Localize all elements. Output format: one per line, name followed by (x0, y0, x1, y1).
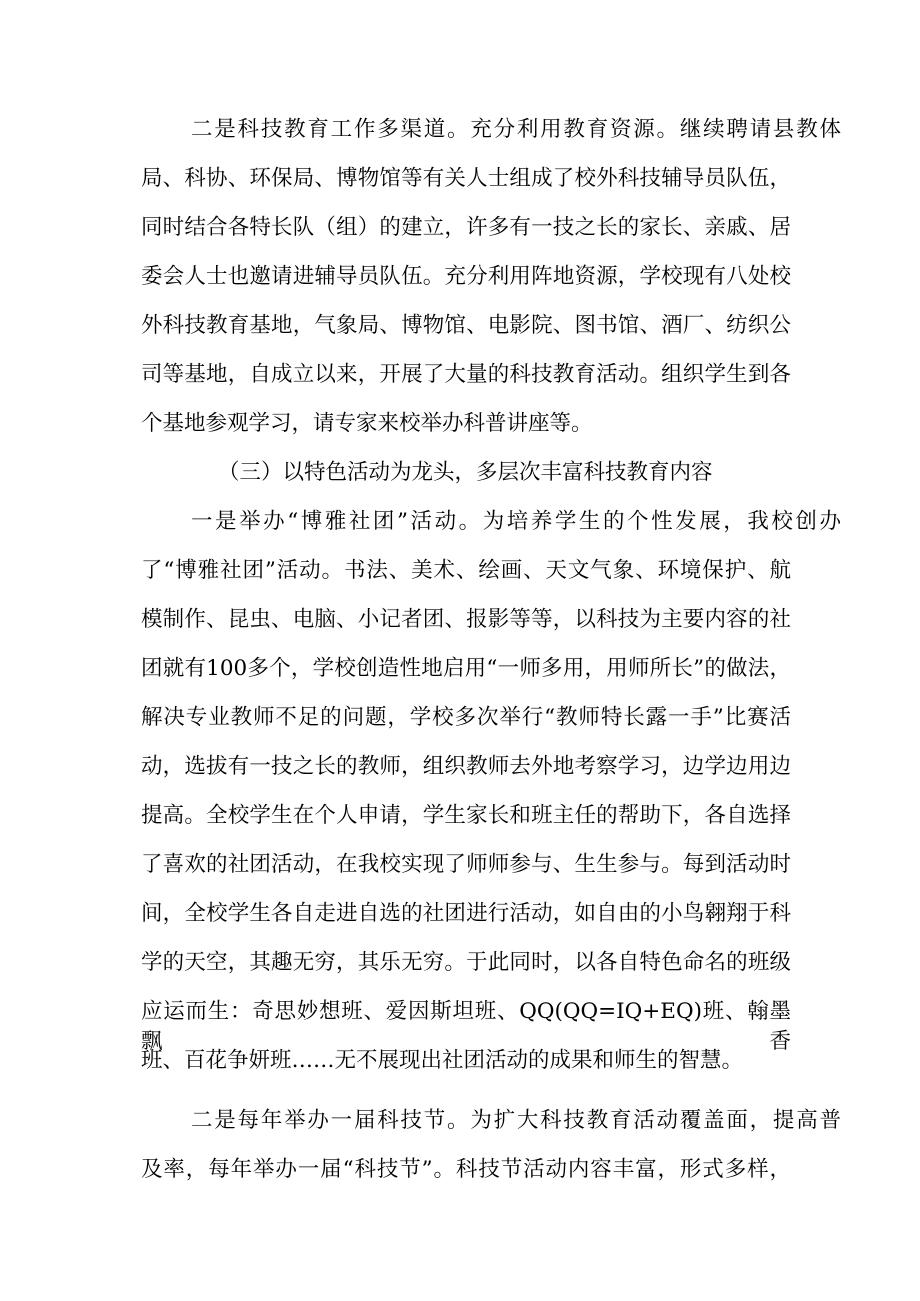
paragraph-line: 二是每年举办一届科技节。为扩大科技教育活动覆盖面，提高普 (191, 1108, 841, 1133)
paragraph-line: 动，选拔有一技之长的教师，组织教师去外地考察学习，边学边用边 (141, 754, 791, 779)
paragraph-line: 提高。全校学生在个人申请，学生家长和班主任的帮助下，各自选择 (141, 803, 791, 828)
paragraph-line: 二是科技教育工作多渠道。充分利用教育资源。继续聘请县教体 (191, 117, 841, 142)
paragraph-line: 个基地参观学习，请专家来校举办科普讲座等。 (141, 411, 593, 436)
paragraph-line: 局、科协、环保局、博物馆等有关人士组成了校外科技辅导员队伍， (141, 166, 791, 191)
paragraph-line: 司等基地，自成立以来，开展了大量的科技教育活动。组织学生到各 (141, 362, 791, 387)
paragraph-line: 及率，每年举办一届“科技节”。科技节活动内容丰富，形式多样， (141, 1157, 791, 1182)
paragraph-line: 应运而生：奇思妙想班、爱因斯坦班、QQ(QQ=IQ+EQ)班、翰墨飘香 (141, 999, 791, 1054)
paragraph-line: 学的天空，其趣无穷，其乐无穷。于此同时，以各自特色命名的班级 (141, 950, 791, 975)
section-heading: （三）以特色活动为龙头，多层次丰富科技教育内容 (218, 460, 713, 485)
paragraph-line: 班、百花争妍班……无不展现出社团活动的成果和师生的智慧。 (141, 1048, 744, 1073)
paragraph-line: 解决专业教师不足的问题，学校多次举行“教师特长露一手”比赛活 (141, 705, 791, 730)
paragraph-line: 模制作、昆虫、电脑、小记者团、报影等等，以科技为主要内容的社 (141, 607, 791, 632)
paragraph-line: 委会人士也邀请进辅导员队伍。充分利用阵地资源，学校现有八处校 (141, 264, 791, 289)
paragraph-line: 间，全校学生各自走进自选的社团进行活动，如自由的小鸟翱翔于科 (141, 901, 791, 926)
paragraph-line: 外科技教育基地，气象局、博物馆、电影院、图书馆、酒厂、纺织公 (141, 313, 791, 338)
paragraph-line: 一是举办“博雅社团”活动。为培养学生的个性发展，我校创办 (191, 509, 841, 534)
paragraph-line: 团就有100多个，学校创造性地启用“一师多用，用师所长”的做法， (141, 656, 791, 681)
paragraph-line: 了“博雅社团”活动。书法、美术、绘画、天文气象、环境保护、航 (141, 558, 791, 583)
paragraph-line: 了喜欢的社团活动，在我校实现了师师参与、生生参与。每到活动时 (141, 852, 791, 877)
paragraph-line: 同时结合各特长队（组）的建立，许多有一技之长的家长、亲戚、居 (141, 215, 791, 240)
